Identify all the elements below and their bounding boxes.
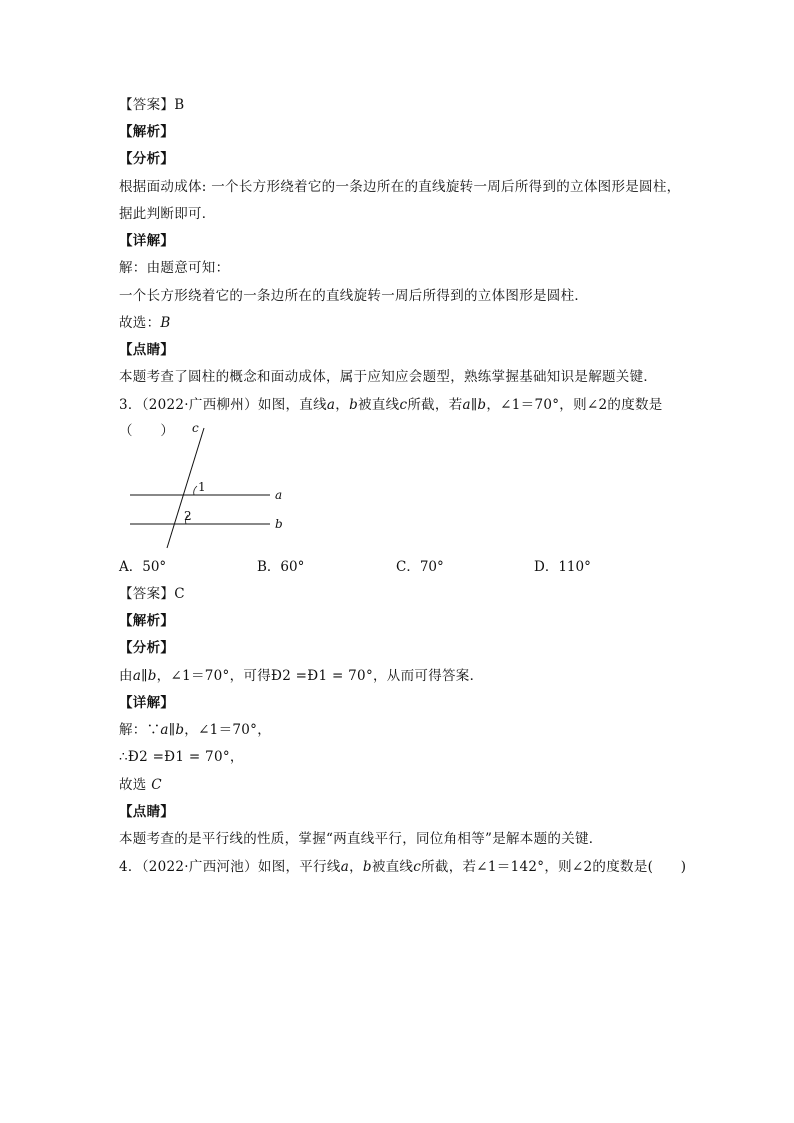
xiangjie-text-1: 解：由题意可知： bbox=[119, 260, 230, 276]
q3-x1-pre: 解：∵ bbox=[119, 722, 161, 738]
q3-fenxi-a: a bbox=[132, 668, 142, 684]
q3-analysis-heading: 【解析】 bbox=[119, 613, 175, 629]
q3-x1-par: ∥ bbox=[168, 722, 176, 738]
q3-dianjing-text: 本题考查的是平行线的性质，掌握“两直线平行，同位角相等”是解本题的关键． bbox=[119, 831, 603, 847]
q3-var-a: a bbox=[326, 397, 336, 413]
analysis-heading: 【解析】 bbox=[119, 124, 175, 140]
choose-letter: B bbox=[160, 315, 171, 331]
label-1: 1 bbox=[198, 480, 206, 494]
q3-var-c: c bbox=[399, 397, 408, 413]
q4-comma: ， bbox=[349, 859, 363, 875]
choose-line bbox=[119, 314, 171, 332]
q3-xiangjie-line-1 bbox=[119, 721, 271, 739]
xiangjie-heading: 【详解】 bbox=[119, 233, 175, 249]
q3-source: （2022·广西柳州）如图，直线 bbox=[141, 397, 327, 413]
q3-choose-line bbox=[119, 776, 162, 794]
dianjing-text: 本题考查了圆柱的概念和面动成体，属于应知应会题型，熟练掌握基础知识是解题关键． bbox=[119, 369, 658, 385]
q3-cond-a: a bbox=[462, 397, 471, 413]
fenxi-heading: 【分析】 bbox=[119, 151, 175, 167]
q3-choose-letter: C bbox=[151, 777, 162, 793]
q3-fenxi-text bbox=[119, 667, 483, 685]
question-3-stem bbox=[119, 396, 663, 414]
q3-fenxi-tail: ，∠1＝70°，可得Ð2 =Ð1 = 70°，从而可得答案． bbox=[156, 668, 484, 684]
q3-xiangjie-heading: 【详解】 bbox=[119, 695, 175, 711]
q4-mid: 被直线 bbox=[371, 859, 414, 875]
choose-prefix: 故选： bbox=[119, 315, 161, 331]
q3-fenxi-heading: 【分析】 bbox=[119, 640, 175, 656]
q3-fenxi-par: ∥ bbox=[141, 668, 148, 684]
q4-var-a: a bbox=[340, 859, 350, 875]
dianjing-heading: 【点睛】 bbox=[119, 342, 175, 358]
q3-answer: 【答案】C bbox=[119, 586, 185, 602]
q4-tail: 所截，若∠1＝142°，则∠2的度数是( ) bbox=[421, 859, 687, 875]
q3-cond-b: b bbox=[477, 397, 487, 413]
q3-x1-a: a bbox=[160, 722, 169, 738]
q3-fenxi-b: b bbox=[147, 668, 157, 684]
q4-number: 4． bbox=[119, 859, 142, 875]
q4-source: （2022·广西河池）如图，平行线 bbox=[141, 859, 341, 875]
label-2: 2 bbox=[184, 509, 192, 523]
answer-line: 【答案】B bbox=[119, 97, 185, 113]
q3-comma: ， bbox=[335, 397, 350, 413]
q3-choose-prefix: 故选 bbox=[119, 777, 152, 793]
fenxi-text-1: 根据面动成体: 一个长方形绕着它的一条边所在的直线旋转一周后所得到的立体图形是圆柱， bbox=[119, 179, 681, 195]
q3-xiangjie-line-2: ∴Ð2 =Ð1 = 70°， bbox=[119, 749, 244, 765]
q3-option-b: B．60° bbox=[257, 559, 305, 575]
q3-dianjing-heading: 【点睛】 bbox=[119, 804, 175, 820]
label-a: a bbox=[275, 488, 283, 502]
fenxi-text-2: 据此判断即可． bbox=[119, 206, 216, 222]
q3-tail: ，∠1＝70°，则∠2的度数是 bbox=[486, 397, 663, 413]
angle-1-arc bbox=[194, 486, 197, 495]
question-4-stem bbox=[119, 858, 686, 876]
label-c: c bbox=[192, 421, 199, 435]
q3-x1-tail: ，∠1＝70°， bbox=[184, 722, 271, 738]
q3-var-b: b bbox=[349, 397, 359, 413]
q4-var-b: b bbox=[362, 859, 372, 875]
q3-mid: 被直线 bbox=[358, 397, 400, 413]
q4-var-c: c bbox=[413, 859, 422, 875]
q3-parallel: ∥ bbox=[470, 397, 478, 413]
q3-option-c: C．70° bbox=[396, 559, 444, 575]
q3-mid2: 所截，若 bbox=[407, 397, 463, 413]
q3-x1-b: b bbox=[175, 722, 185, 738]
q3-option-a: A．50° bbox=[119, 559, 167, 575]
q3-figure bbox=[120, 420, 290, 550]
xiangjie-text-2: 一个长方形绕着它的一条边所在的直线旋转一周后所得到的立体图形是圆柱． bbox=[119, 288, 589, 304]
q3-fenxi-pre: 由 bbox=[119, 668, 133, 684]
label-b: b bbox=[275, 517, 283, 531]
q3-option-d: D．110° bbox=[534, 559, 591, 575]
q3-number: 3． bbox=[119, 397, 142, 413]
q3-paren: （ ） bbox=[119, 423, 175, 439]
